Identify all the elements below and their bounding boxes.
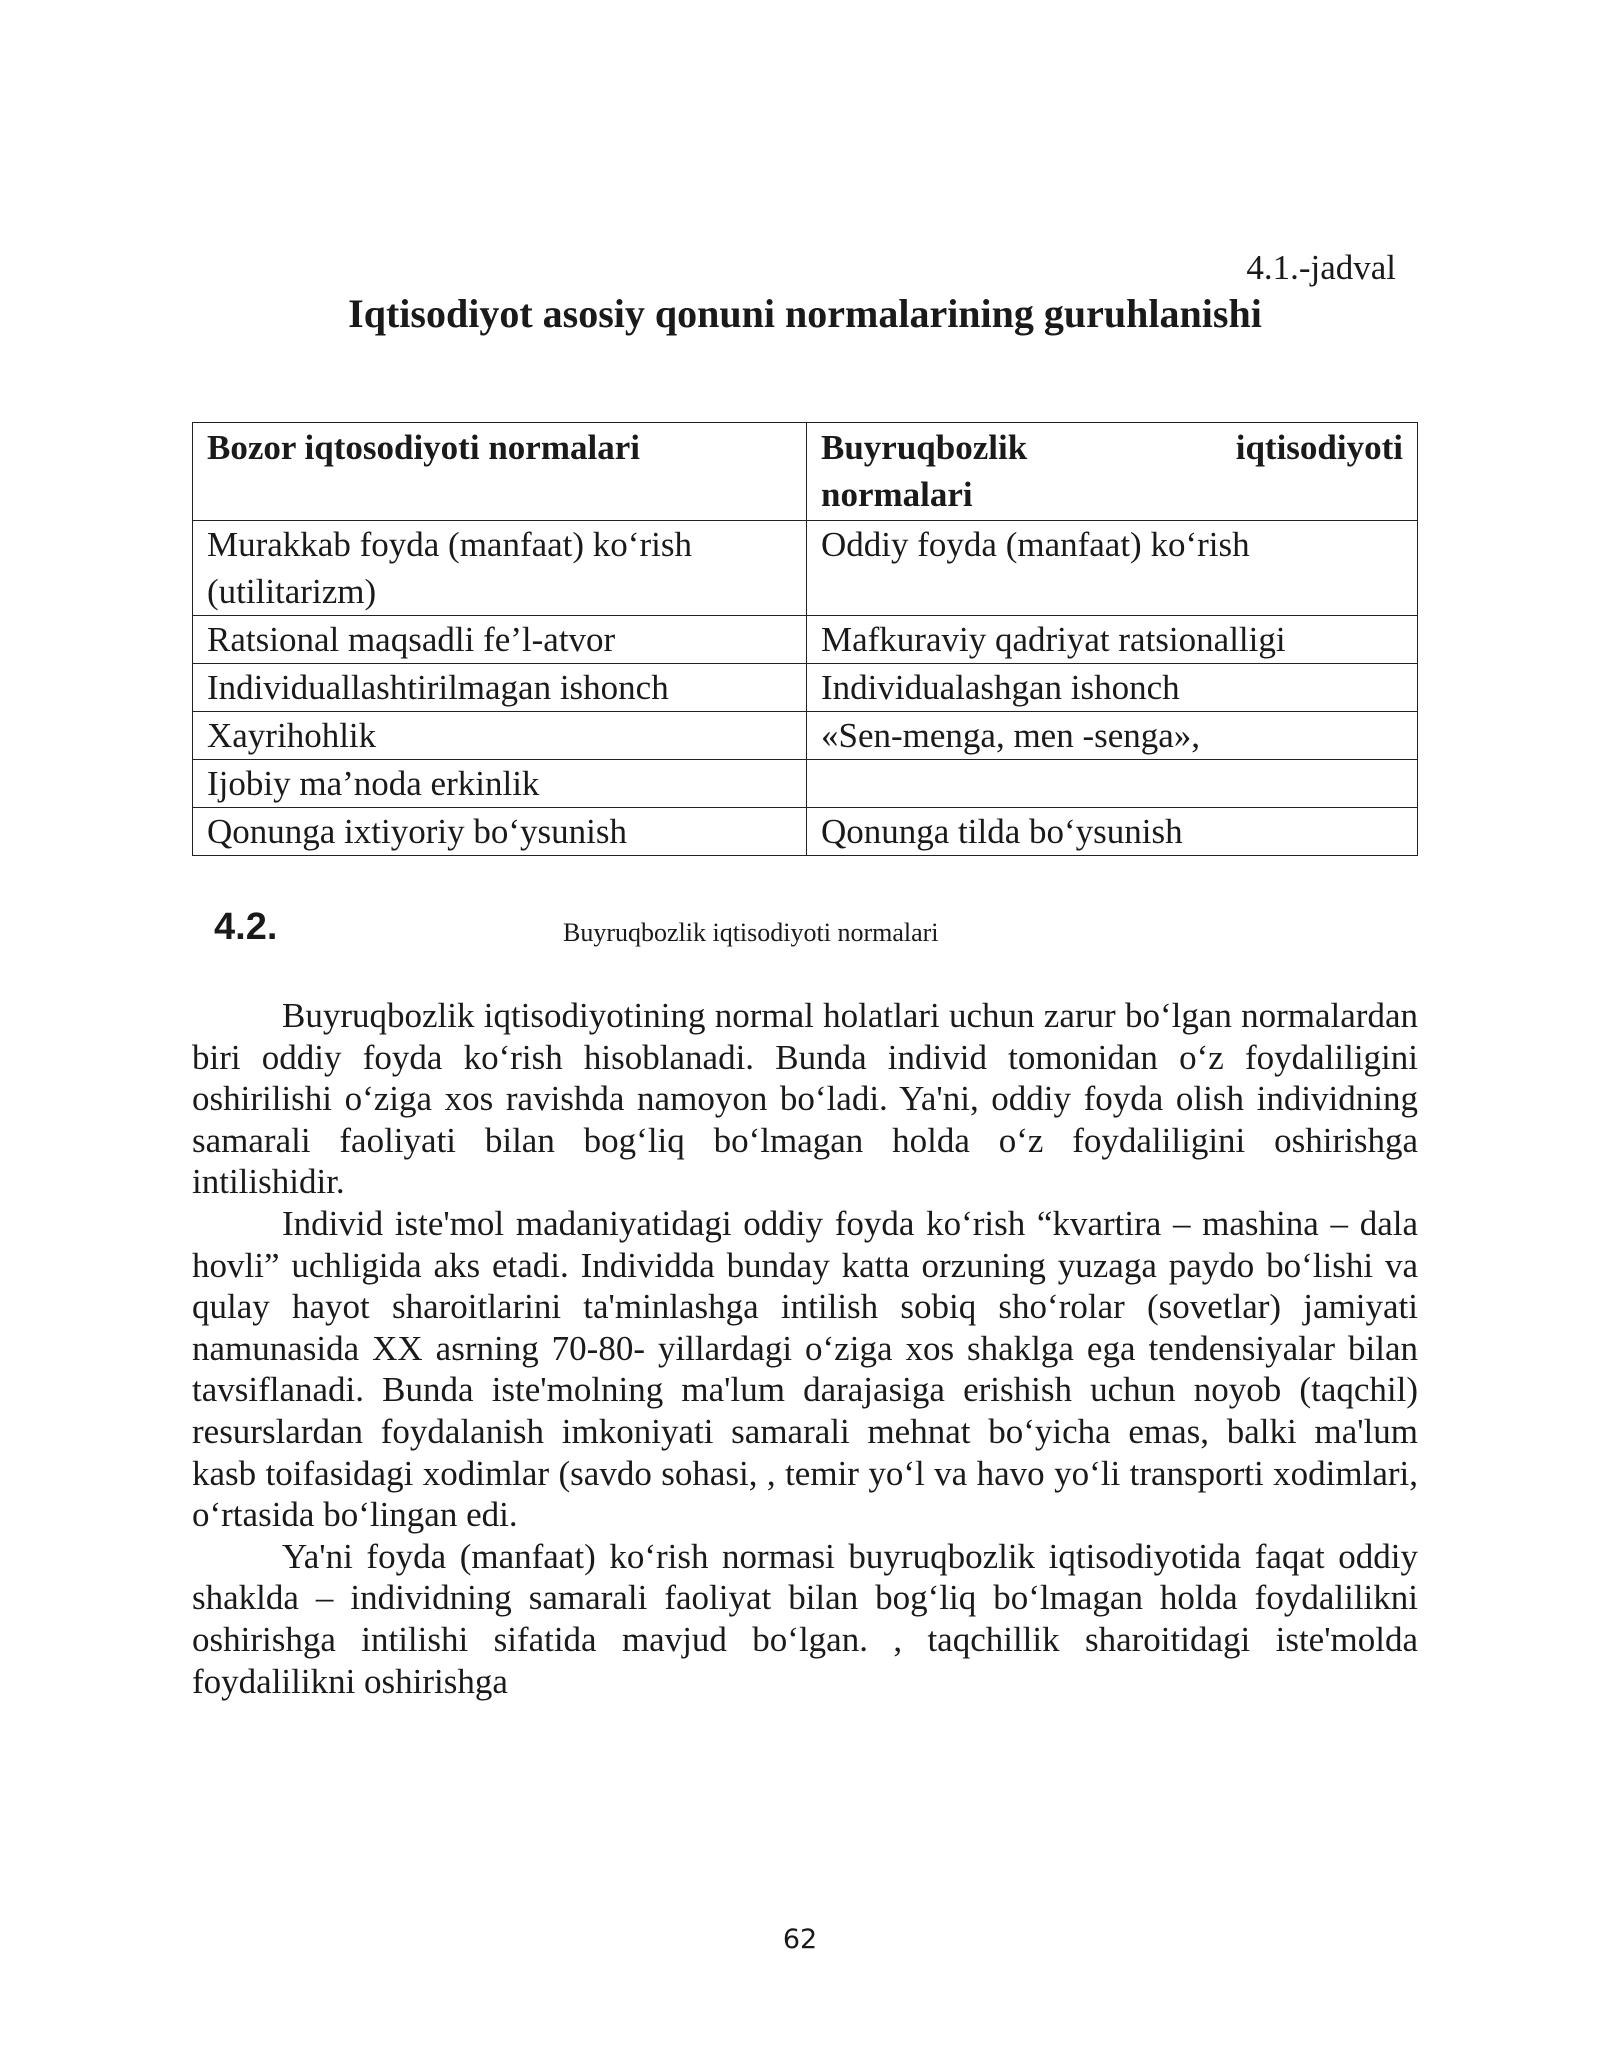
table-row: [193, 808, 1418, 856]
table-row: [193, 664, 1418, 712]
table-row: [193, 616, 1418, 664]
table-row: [193, 712, 1418, 760]
table-row: [193, 521, 1418, 616]
table-cell-command: Mafkuraviy qadriyat ratsionalligi: [807, 616, 1418, 664]
page-number: 62: [782, 1924, 818, 1955]
table-cell-market: Ijobiy ma’noda erkinlik: [193, 760, 807, 808]
table-cell-market: Qonunga ixtiyoriy bo‘ysunish: [193, 808, 807, 856]
table-header-market: Bozor iqtosodiyoti normalari: [193, 423, 807, 521]
page-title: Iqtisodiyot asosiy qonuni normalarining guruhlanishi: [348, 291, 1262, 336]
table-cell-command: [807, 760, 1418, 808]
table-cell-command: Qonunga tilda bo‘ysunish: [807, 808, 1418, 856]
body-text: [192, 995, 1418, 1702]
table-header-command: [807, 423, 1418, 521]
table-label: 4.1.-jadval: [1246, 248, 1396, 287]
norms-table: [192, 422, 1418, 856]
section-title: Buyruqbozlik iqtisodiyoti normalari: [563, 918, 939, 947]
table-cell-command: Oddiy foyda (manfaat) ko‘rish: [807, 521, 1418, 616]
paragraph: Ya'ni foyda (manfaat) ko‘rish normasi buyruqbozlik iqtisodiyotida faqat oddiy shaklda – individning samarali faoliyat bilan bog‘liq bo‘lmagan holda foydalilikni oshirishga intilishi sifatida mavjud bo‘lgan. , taqchillik sharoitidagi iste'molda foydalilikni oshirishga: [192, 1536, 1418, 1701]
paragraph: Buyruqbozlik iqtisodiyotining normal holatlari uchun zarur bo‘lgan normalardan biri oddiy foyda ko‘rish hisoblanadi. Bunda individ tomonidan o‘z foydaliligini oshirilishi o‘ziga xos ravishda namoyon bo‘ladi. Ya'ni, oddiy foyda olish individning samarali faoliyati bilan bog‘liq bo‘lmagan holda o‘z foydaliligini oshirishga intilishidir.: [192, 996, 1418, 1202]
section-number: 4.2.: [214, 906, 278, 948]
table-header-command-word2: iqtisodiyoti: [1235, 428, 1403, 467]
table-row: [193, 760, 1418, 808]
paragraph: Individ iste'mol madaniyatidagi oddiy foyda ko‘rish “kvartira – mashina – dala hovli” uchligida aks etadi. Individda bunday katta orzuning yuzaga paydo bo‘lishi va qulay hayot sharoitlarini ta'minlashga intilish sobiq sho‘rolar (sovetlar) jamiyati namunasida XX asrning 70-80- yillardagi o‘ziga xos shaklga ega tendensiyalar bilan tavsiflanadi. Bunda iste'molning ma'lum darajasiga erishish uchun noyob (taqchil) resurslardan foydalanish imkoniyati samarali mehnat bo‘yicha emas, balki ma'lum kasb toifasidagi xodimlar (savdo sohasi, , temir yo‘l va havo yo‘li transporti xodimlari, o‘rtasida bo‘lingan edi.: [192, 1203, 1418, 1535]
table-cell-command: Individualashgan ishonch: [807, 664, 1418, 712]
table-cell-command: «Sen-menga, men -senga»,: [807, 712, 1418, 760]
table-cell-market: Murakkab foyda (manfaat) ko‘rish (utilitarizm): [193, 521, 807, 616]
table-header-command-word1: Buyruqbozlik: [821, 428, 1028, 467]
table-header-command-word3: normalari: [821, 475, 973, 514]
table-header-row: [193, 423, 1418, 521]
table-cell-market: Ratsional maqsadli fe’l-atvor: [193, 616, 807, 664]
table-cell-market: Xayrihohlik: [193, 712, 807, 760]
table-cell-market: Individuallashtirilmagan ishonch: [193, 664, 807, 712]
